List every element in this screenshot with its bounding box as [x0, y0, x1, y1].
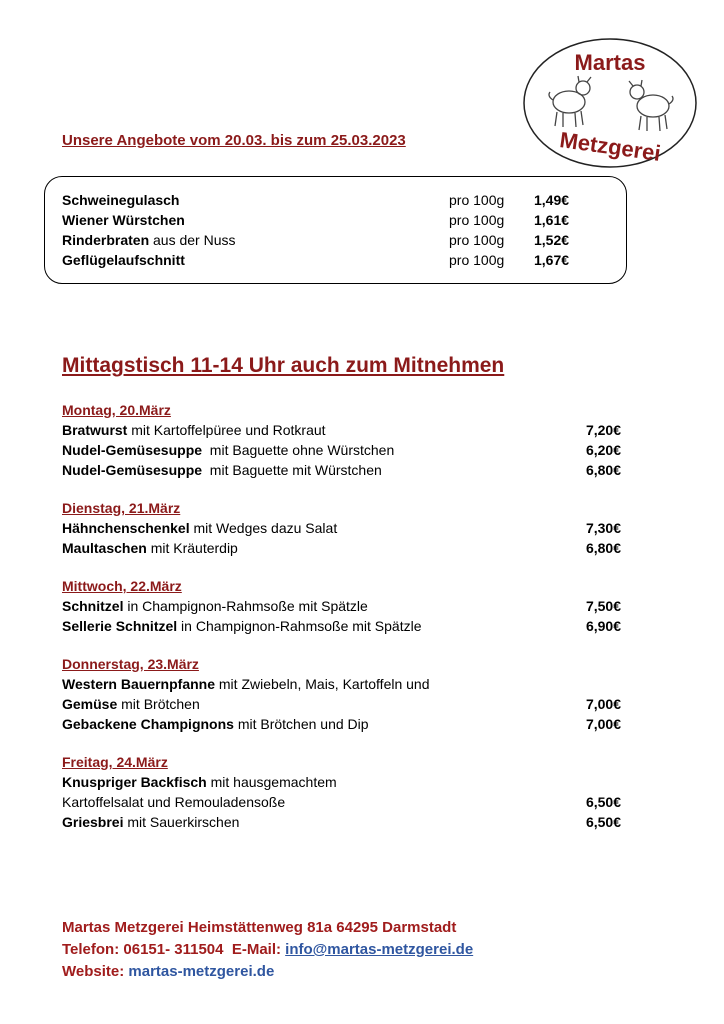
dish-price: 6,80€: [585, 540, 621, 556]
dish-price: 7,00€: [585, 716, 621, 732]
footer-contact: [62, 939, 473, 961]
dish-price: 6,80€: [585, 462, 621, 478]
day-heading: Dienstag, 21.März: [62, 500, 181, 516]
day-heading: Donnerstag, 23.März: [62, 656, 199, 672]
offer-price: 1,61€: [534, 212, 570, 228]
dish-desc: mit Zwiebeln, Mais, Kartoffeln und: [215, 676, 430, 692]
logo-line1: Martas: [574, 50, 646, 75]
dish-name: Knuspriger Backfisch: [62, 774, 207, 790]
dish-desc: in Champignon-Rahmsoße mit Spätzle: [123, 598, 368, 614]
dish-continued: Kartoffelsalat und Remouladensoße: [62, 794, 286, 810]
website-link[interactable]: martas-metzgerei.de: [128, 963, 275, 980]
dish-continued: [62, 694, 200, 714]
offer-unit: pro 100g: [449, 232, 505, 248]
dish-desc: mit Kräuterdip: [146, 540, 238, 556]
dish-desc: mit Brötchen und Dip: [233, 716, 369, 732]
dish-name: Western Bauernpfanne: [62, 676, 215, 692]
dish-name: Bratwurst: [62, 422, 128, 438]
dish-price: 7,50€: [585, 598, 621, 614]
dish-name: Gemüse: [62, 696, 118, 712]
dish-name: Sellerie Schnitzel: [62, 618, 178, 634]
dish-price: 7,20€: [585, 422, 621, 438]
dish: [62, 714, 369, 734]
offer-extra: aus der Nuss: [149, 232, 236, 248]
footer-website: [62, 961, 274, 983]
dish-price: 6,50€: [585, 794, 621, 810]
offer-unit: pro 100g: [449, 212, 505, 228]
dish: [62, 812, 239, 832]
dish-price: 7,00€: [585, 696, 621, 712]
dish-desc: mit hausgemachtem: [206, 774, 337, 790]
dish-desc: mit Baguette ohne Würstchen: [202, 442, 395, 458]
offer-name: Schweinegulasch: [62, 192, 180, 208]
dish: [62, 772, 337, 792]
dish-desc: mit Brötchen: [117, 696, 200, 712]
email-link[interactable]: info@martas-metzgerei.de: [285, 941, 474, 958]
offer-item: [62, 210, 185, 230]
offer-price: 1,52€: [534, 232, 570, 248]
dish-price: 7,30€: [585, 520, 621, 536]
offer-item: [62, 250, 185, 270]
dish-desc: mit Sauerkirschen: [123, 814, 240, 830]
website-label: Website:: [62, 963, 129, 980]
offer-name: Rinderbraten: [62, 232, 150, 248]
dish-price: 6,90€: [585, 618, 621, 634]
dish-name: Griesbrei: [62, 814, 124, 830]
dish: [62, 518, 337, 538]
dish-desc: in Champignon-Rahmsoße mit Spätzle: [177, 618, 422, 634]
dish-desc: mit Wedges dazu Salat: [189, 520, 338, 536]
dish-desc: mit Baguette mit Würstchen: [202, 462, 382, 478]
day-heading: Mittwoch, 22.März: [62, 578, 182, 594]
offer-name: Wiener Würstchen: [62, 212, 185, 228]
offer-item: [62, 190, 179, 210]
offer-price: 1,49€: [534, 192, 570, 208]
offer-unit: pro 100g: [449, 252, 505, 268]
dish: [62, 596, 368, 616]
day-heading: Freitag, 24.März: [62, 754, 168, 770]
offer-price: 1,67€: [534, 252, 570, 268]
dish-price: 6,20€: [585, 442, 621, 458]
offer-unit: pro 100g: [449, 192, 505, 208]
dish: [62, 440, 394, 460]
dish: [62, 460, 382, 480]
footer-address: Martas Metzgerei Heimstättenweg 81a 64295 Darmstadt: [62, 919, 457, 936]
offer-item: [62, 230, 236, 250]
footer-phone: Telefon: 06151- 311504 E-Mail:: [62, 941, 286, 958]
dish-name: Gebackene Champignons: [62, 716, 234, 732]
dish-name: Schnitzel: [62, 598, 124, 614]
dish-name: Hähnchenschenkel: [62, 520, 190, 536]
dish-price: 6,50€: [585, 814, 621, 830]
logo: [521, 36, 699, 170]
logo-line2: Metzgerei: [558, 127, 663, 166]
offers-title: Unsere Angebote vom 20.03. bis zum 25.03.2023: [62, 132, 406, 149]
dish-desc: mit Kartoffelpüree und Rotkraut: [127, 422, 326, 438]
dish: [62, 674, 430, 694]
day-heading: Montag, 20.März: [62, 402, 171, 418]
dish: [62, 616, 422, 636]
dish: [62, 538, 238, 558]
dish-name: Nudel-Gemüsesuppe: [62, 442, 203, 458]
lunch-title: Mittagstisch 11-14 Uhr auch zum Mitnehmen: [62, 354, 505, 377]
dish-name: Maultaschen: [62, 540, 147, 556]
offer-name: Geflügelaufschnitt: [62, 252, 185, 268]
dish: [62, 420, 326, 440]
dish-name: Nudel-Gemüsesuppe: [62, 462, 203, 478]
